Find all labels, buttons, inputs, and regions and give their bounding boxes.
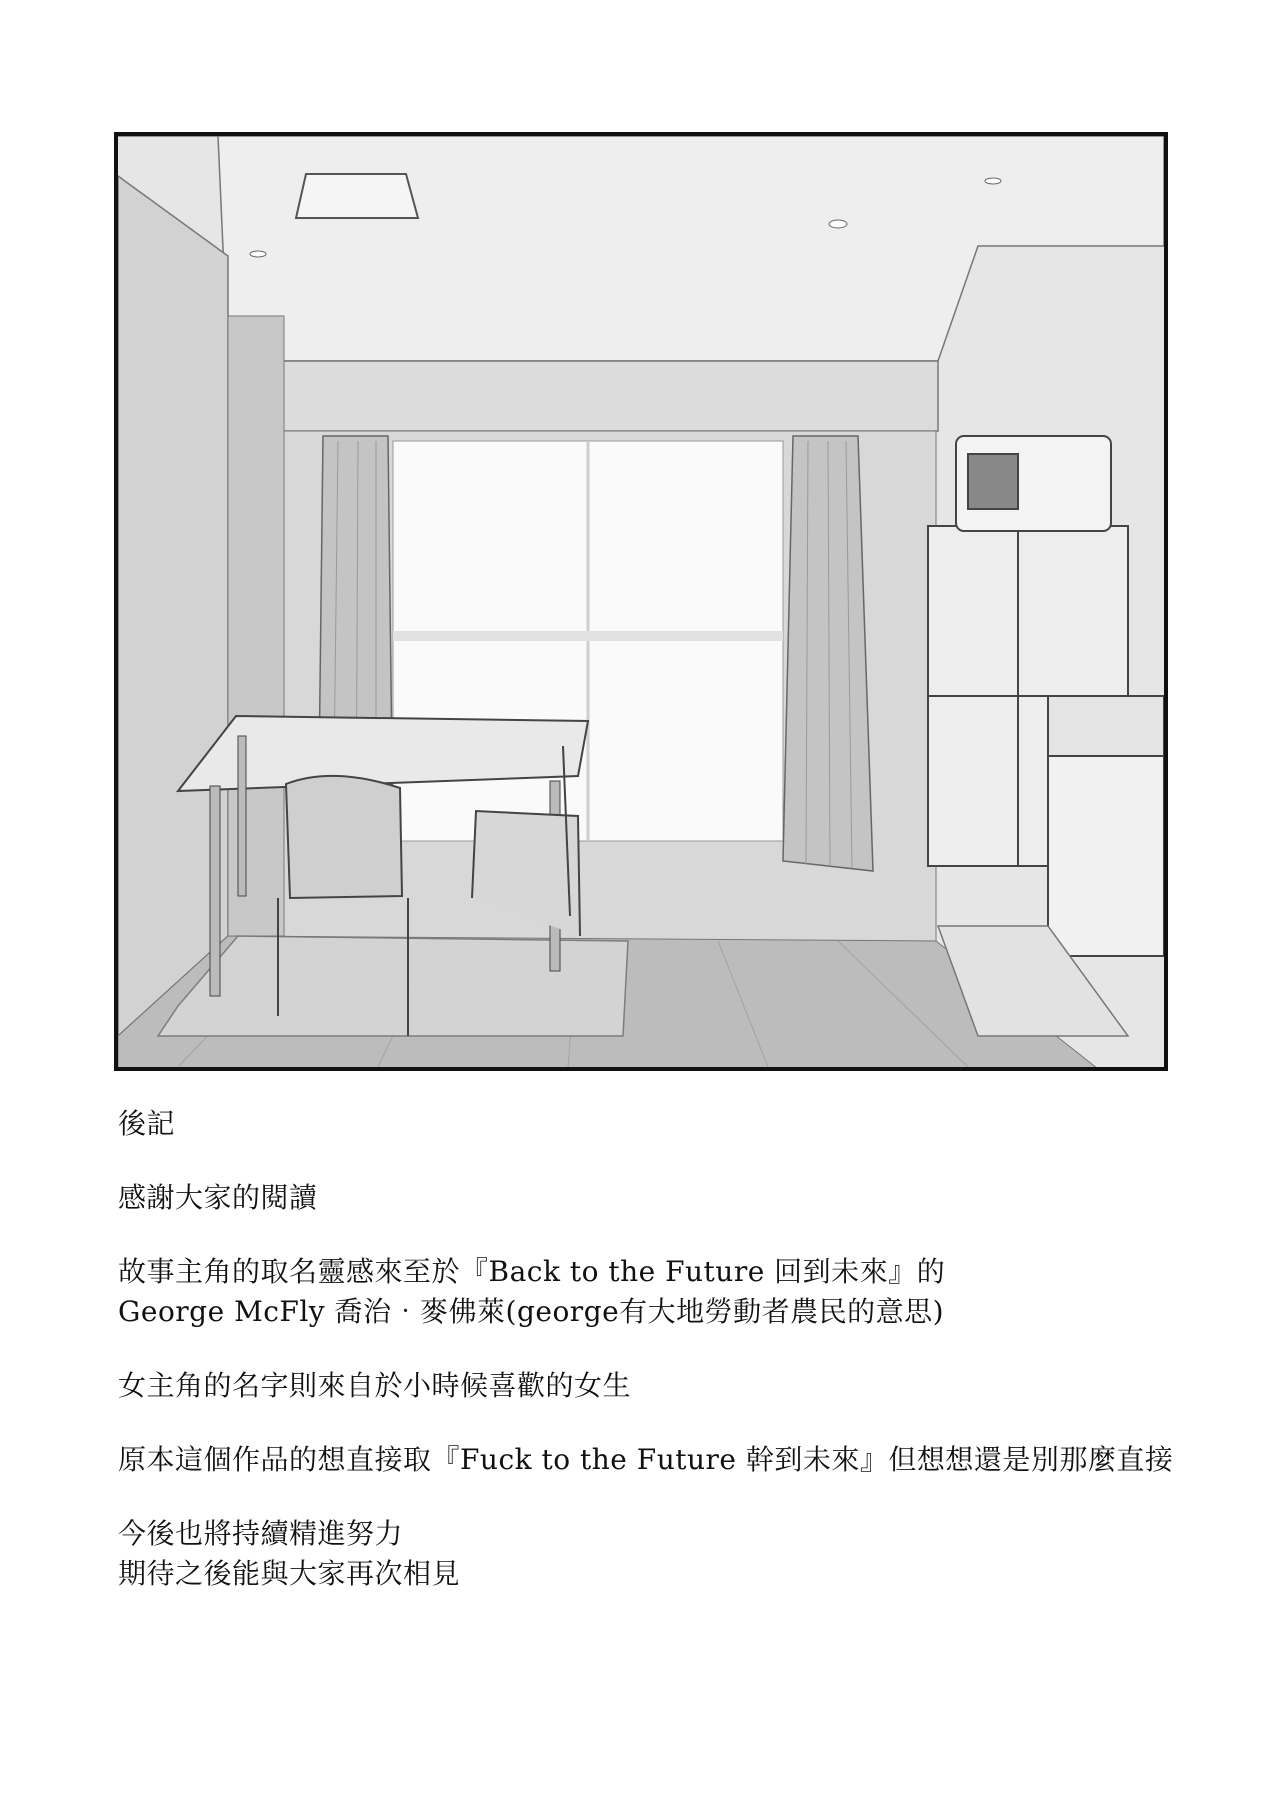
heroine-name-line: 女主角的名字則來自於小時候喜歡的女生 — [118, 1369, 632, 1402]
room-drawing — [118, 136, 1164, 1067]
room-illustration — [114, 132, 1168, 1071]
naming-line-1: 故事主角的取名靈感來至於『Back to the Future 回到未來』的 — [118, 1255, 946, 1288]
microwave — [956, 436, 1111, 531]
naming-line-2: George McFly 喬治‧麥佛萊(george有大地勞動者農民的意思) — [118, 1295, 945, 1328]
ceiling-light — [296, 174, 418, 218]
original-title-line: 原本這個作品的想直接取『Fuck to the Future 幹到未來』但想想還是別那麼直接 — [118, 1443, 1174, 1476]
stove — [1048, 696, 1164, 956]
closing-line-2: 期待之後能與大家再次相見 — [118, 1557, 461, 1590]
thanks-line: 感謝大家的閱讀 — [118, 1181, 318, 1214]
afterword-title: 後記 — [118, 1107, 176, 1140]
closing-line-1: 今後也將持續精進努力 — [118, 1517, 404, 1550]
afterword — [118, 1104, 1238, 1594]
